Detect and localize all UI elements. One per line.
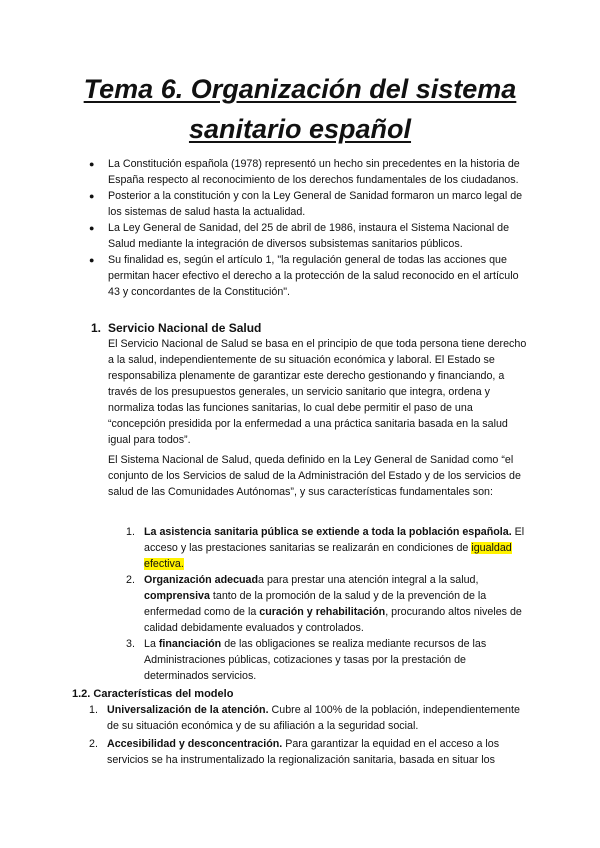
section-number: 1.	[91, 321, 102, 335]
section-title: Servicio Nacional de Salud	[108, 321, 262, 335]
bullet-icon: ●	[89, 255, 95, 265]
highlighted-text: igualdad efectiva.	[144, 542, 512, 570]
list-item: 2. Organización adecuada para prestar una atención integral a la salud, comprensiva tanto de la promoción de la salud y de la prevención de la enfermedad como de la curación y rehabilitación, procurando altos niveles de calidad debidamente evaluados y controlados.	[126, 574, 522, 634]
list-item: 2. Accesibilidad y desconcentración. Para garantizar la equidad en el acceso a los servicios se ha instrumentalizado la regionalización sanitaria, basada en situar los	[89, 738, 500, 766]
section-1-paragraph-1: El Servicio Nacional de Salud se basa en el principio de que toda persona tiene derecho a la salud, independientemente de su situación económica y laboral. El Estado se responsabiliza plenamente de garantizar este derecho gestionando y financiando, a través de los presupuestos generales, un servicio sanitario que integra, ordena y normaliza todas las funciones sanitarias, lo cual debe permitir el paso de una “concepción presidida por la enfermedad a una práctica sanitaria basada en la salud igual para todos”.	[108, 338, 527, 446]
list-item: ● Su finalidad es, según el artículo 1, "la regulación general de todas las acciones que permitan hacer efectivo el derecho a la protección de la salud reconocido en el artículo 43 y concordantes de la Constitución".	[89, 254, 519, 298]
section-1-2-heading: 1.2. Características del modelo	[72, 688, 234, 700]
list-item: ● La Constitución española (1978) representó un hecho sin precedentes en la historia de España respecto al reconocimiento de los derechos fundamentales de los ciudadanos.	[89, 158, 520, 186]
section-1-heading	[91, 320, 261, 336]
list-item: ● La Ley General de Sanidad, del 25 de abril de 1986, instaura el Sistema Nacional de Salud mediante la integración de diversos subsistemas sanitarios públicos.	[89, 222, 510, 250]
list-item: ● Posterior a la constitución y con la Ley General de Sanidad formaron un marco legal de los sistemas de salud hasta la actualidad.	[89, 190, 523, 218]
list-item: 3. La financiación de las obligaciones se realiza mediante recursos de las Administraciones públicas, cotizaciones y tasas por la prestación de determinados servicios.	[126, 638, 487, 682]
list-item: 1. La asistencia sanitaria pública se extiende a toda la población española. El acceso y las prestaciones sanitarias se realizarán en condiciones de igualdad efectiva.	[126, 526, 525, 570]
bullet-icon: ●	[89, 191, 95, 201]
model-characteristics-list	[89, 702, 529, 770]
document-title-line-2: sanitario español	[188, 114, 412, 144]
document-title-line-1: Tema 6. Organización del sistema	[83, 74, 517, 104]
intro-bullet-list	[90, 156, 530, 300]
section-1-paragraph-2: El Sistema Nacional de Salud, queda definido en la Ley General de Sanidad como “el conjunto de los Servicios de salud de la Administración del Estado y de los servicios de salud de las Comunidades Autónomas”, y sus características fundamentales son:	[108, 454, 521, 498]
bullet-icon: ●	[89, 159, 95, 169]
features-list	[126, 524, 526, 684]
list-item: 1. Universalización de la atención. Cubre al 100% de la población, independientemente de su situación económica y de su afiliación a la seguridad social.	[89, 704, 520, 732]
bullet-icon: ●	[89, 223, 95, 233]
